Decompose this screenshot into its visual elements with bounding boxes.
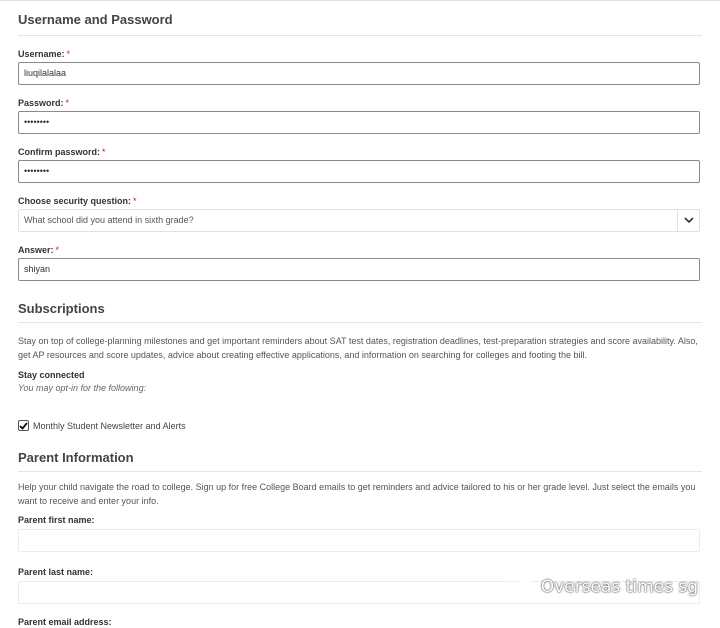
confirm-password-input[interactable]: •••••••• bbox=[18, 160, 700, 183]
registration-form bbox=[18, 0, 702, 628]
username-label: Username: * bbox=[18, 49, 71, 59]
username-input[interactable]: liuqilalalaa bbox=[18, 62, 700, 85]
subscriptions-description: Stay on top of college-planning milestones and get important reminders about SAT test dates, registration deadlines, test-preparation strategies and score availability. Also, get AP resources and score updates, advice about creating effective applications, and information on searching for colleges and footing the bill. bbox=[18, 336, 698, 360]
password-input[interactable]: •••••••• bbox=[18, 111, 700, 134]
parent-first-name-input[interactable] bbox=[18, 529, 700, 552]
answer-input[interactable]: shiyan bbox=[18, 258, 700, 281]
parent-section-title: Parent Information bbox=[18, 431, 702, 472]
subscriptions-section-title: Subscriptions bbox=[18, 281, 702, 323]
chevron-down-icon[interactable] bbox=[677, 210, 699, 231]
wechat-logo-icon bbox=[509, 574, 535, 599]
opt-in-note: You may opt-in for the following: bbox=[18, 383, 147, 393]
security-question-label: Choose security question: * bbox=[18, 196, 137, 206]
watermark-text: Overseas times sg bbox=[540, 576, 698, 597]
answer-label: Answer: * bbox=[18, 245, 60, 255]
security-question-value: What school did you attend in sixth grade? bbox=[24, 215, 194, 225]
required-marker: * bbox=[55, 245, 60, 255]
credentials-section-title: Username and Password bbox=[18, 0, 702, 36]
password-label: Password: * bbox=[18, 98, 70, 108]
required-marker: * bbox=[102, 147, 106, 157]
confirm-password-label: Confirm password: * bbox=[18, 147, 106, 157]
newsletter-option[interactable] bbox=[18, 420, 702, 431]
required-marker: * bbox=[133, 196, 137, 206]
required-marker: * bbox=[65, 98, 70, 108]
parent-description: Help your child navigate the road to college. Sign up for free College Board emails to get reminders and advice tailored to his or her grade level. Just select the emails you want to receive and enter your info. bbox=[18, 482, 696, 506]
parent-last-name-label: Parent last name: bbox=[18, 567, 94, 577]
parent-first-name-label: Parent first name: bbox=[18, 515, 95, 525]
parent-email-label: Parent email address: bbox=[18, 617, 112, 627]
stay-connected-label: Stay connected bbox=[18, 370, 85, 380]
newsletter-checkbox[interactable] bbox=[18, 420, 29, 431]
required-marker: * bbox=[66, 49, 71, 59]
security-question-select[interactable] bbox=[18, 209, 700, 232]
checkmark-icon bbox=[19, 422, 28, 430]
newsletter-label: Monthly Student Newsletter and Alerts bbox=[33, 420, 186, 431]
watermark bbox=[509, 574, 698, 599]
